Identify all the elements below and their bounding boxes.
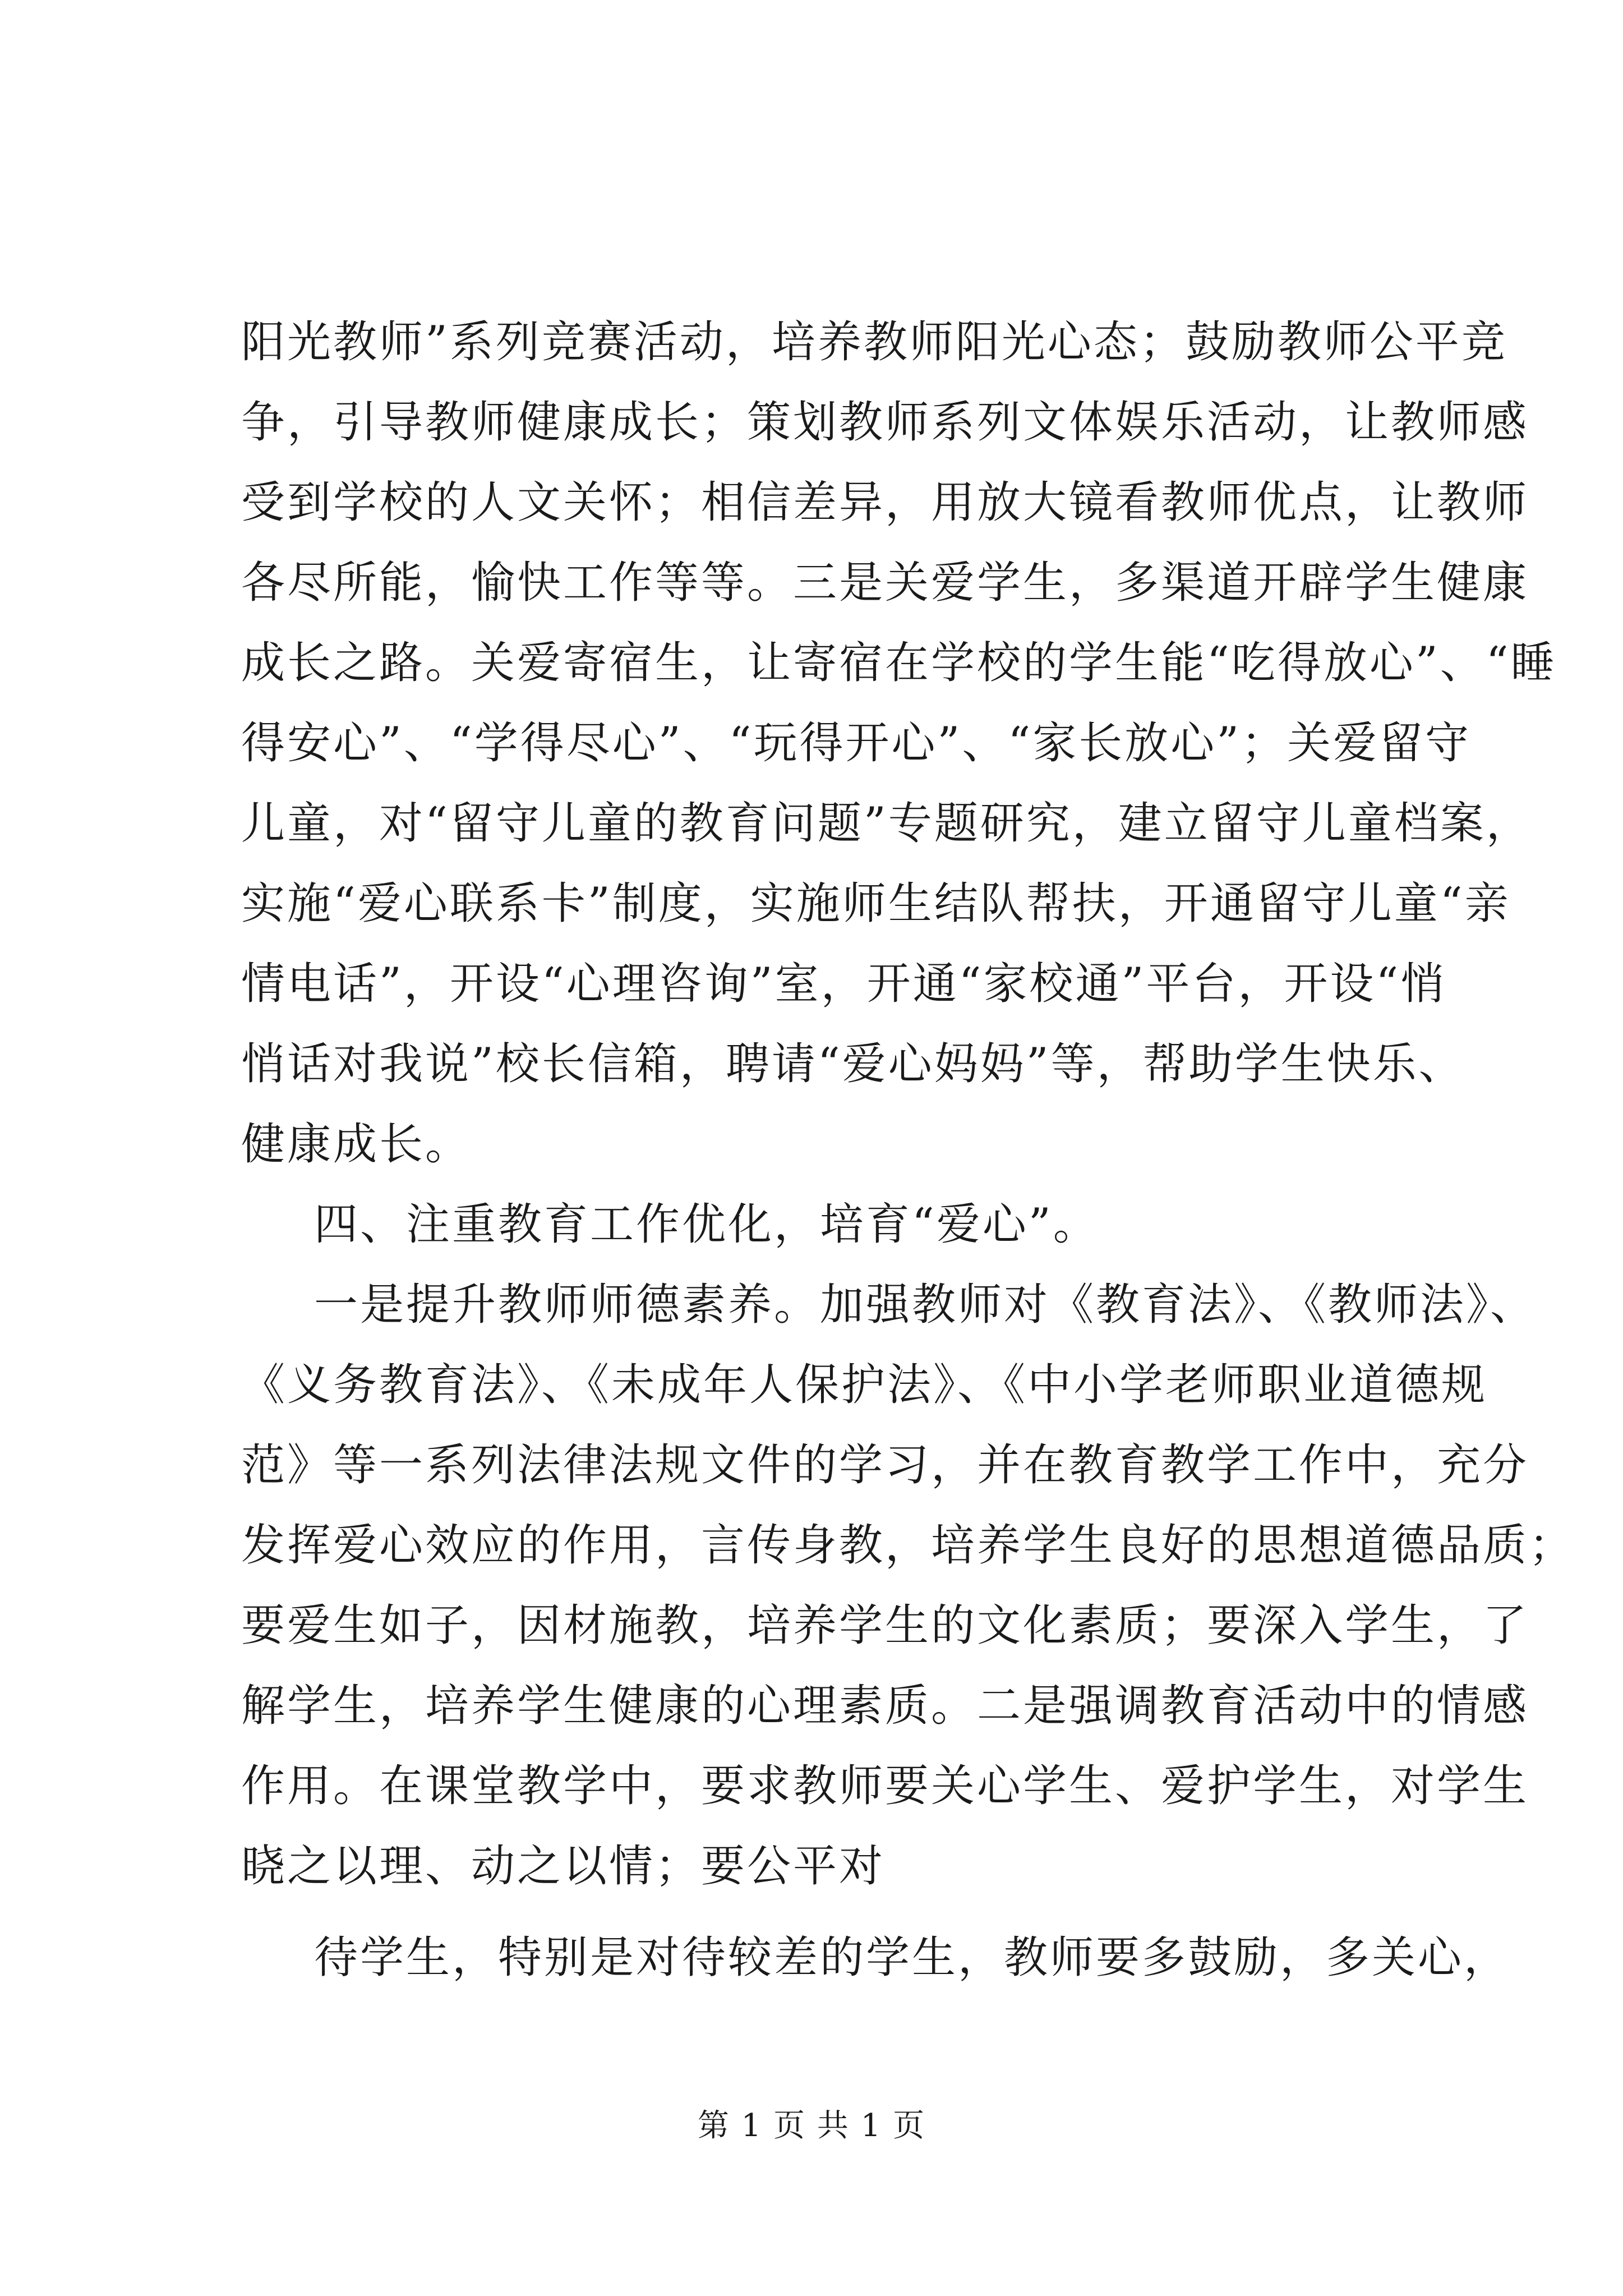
body-text-line: 作用。在课堂教学中，要求教师要关心学生、爱护学生，对学生	[241, 1761, 1529, 1811]
page-footer: 第 1 页 共 1 页	[697, 2108, 926, 2144]
body-text-line: 争，引导教师健康成长；策划教师系列文体娱乐活动，让教师感	[241, 397, 1529, 448]
body-text-line: 解学生，培养学生健康的心理素质。二是强调教育活动中的情感	[241, 1681, 1529, 1731]
body-text-line: 悄话对我说”校长信箱，聘请“爱心妈妈”等，帮助学生快乐、	[241, 1039, 1465, 1089]
body-text-line: 受到学校的人文关怀；相信差异，用放大镜看教师优点，让教师	[241, 477, 1529, 528]
body-text-line: 情电话”，开设“心理咨询”室，开通“家校通”平台，开设“悄	[241, 959, 1447, 1009]
body-text-line: 范》等一系列法律法规文件的学习，并在教育教学工作中，充分	[241, 1440, 1529, 1490]
body-text-line: 要爱生如子，因材施教，培养学生的文化素质；要深入学生，了	[241, 1600, 1529, 1651]
body-text-line: 阳光教师”系列竞赛活动，培养教师阳光心态；鼓励教师公平竞	[241, 317, 1507, 367]
section-heading: 四、注重教育工作优化，培育“爱心”。	[314, 1199, 1099, 1250]
body-text-line: 成长之路。关爱寄宿生，让寄宿在学校的学生能“吃得放心”、“睡	[241, 638, 1557, 688]
paragraph-first-line: 待学生，特别是对待较差的学生，教师要多鼓励，多关心，	[314, 1932, 1510, 1983]
body-text-line: 实施“爱心联系卡”制度，实施师生结队帮扶，开通留守儿童“亲	[241, 878, 1511, 929]
body-text-line: 得安心”、“学得尽心”、“玩得开心”、“家长放心”；关爱留守	[241, 718, 1472, 769]
body-text-line: 《义务教育法》、《未成年人保护法》、《中小学老师职业道德规	[241, 1360, 1488, 1410]
body-text-line: 儿童，对“留守儿童的教育问题”专题研究，建立留守儿童档案，	[241, 798, 1532, 849]
body-text-line: 各尽所能，愉快工作等等。三是关爱学生，多渠道开辟学生健康	[241, 558, 1529, 608]
body-text-line: 发挥爱心效应的作用，言传身教，培养学生良好的思想道德品质；	[241, 1520, 1575, 1571]
body-text-line: 晓之以理、动之以情；要公平对	[241, 1841, 886, 1892]
paragraph-first-line: 一是提升教师师德素养。加强教师对《教育法》、《教师法》、	[314, 1280, 1537, 1330]
body-text-line: 健康成长。	[241, 1119, 472, 1170]
